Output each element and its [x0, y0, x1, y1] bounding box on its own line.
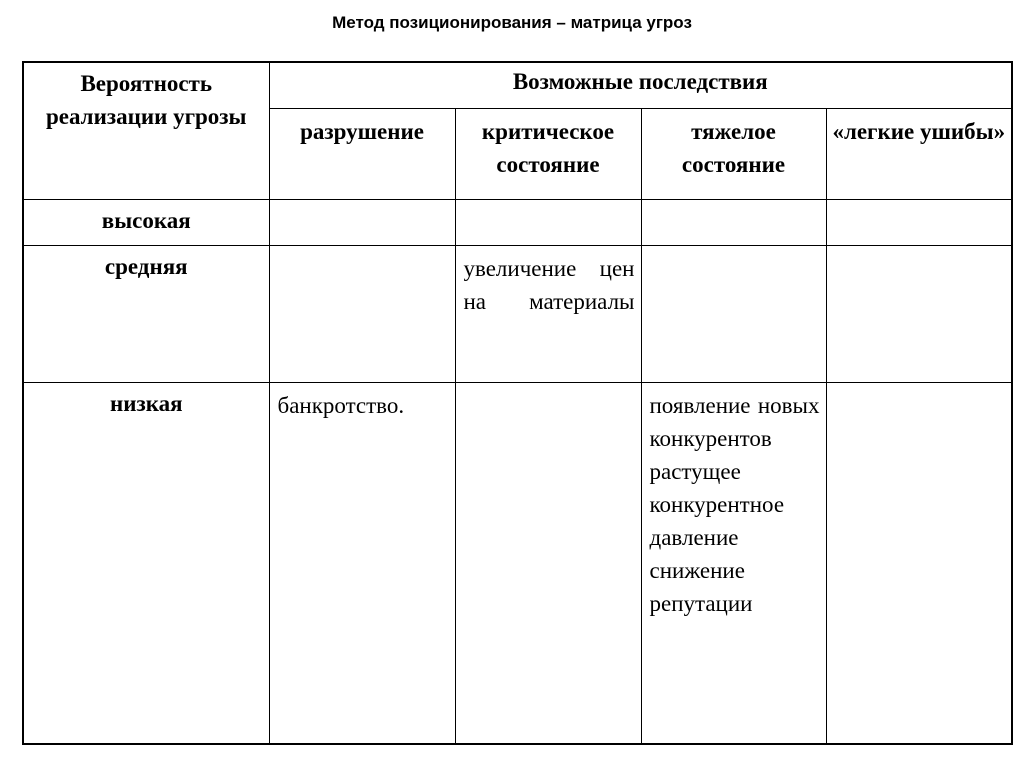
- table-cell-bankruptcy: банкротство.: [269, 382, 455, 744]
- table-row-medium: [23, 245, 1012, 382]
- probability-header: Вероятность реализации угрозы: [23, 62, 269, 199]
- column-header-critical: критическое состояние: [455, 108, 641, 199]
- table-cell: [641, 245, 826, 382]
- table-cell: [826, 382, 1012, 744]
- table-cell: [455, 199, 641, 245]
- page-title: Метод позиционирования – матрица угроз: [332, 13, 692, 32]
- column-header-destruction: разрушение: [269, 108, 455, 199]
- header-row-top: [23, 62, 1012, 108]
- table-cell: [269, 245, 455, 382]
- table-cell-price-increase: увеличение цен на материалы: [455, 245, 641, 382]
- table-cell: [826, 245, 1012, 382]
- row-label-medium: средняя: [23, 245, 269, 382]
- consequences-header: Возможные последствия: [269, 62, 1012, 108]
- table-row-low: [23, 382, 1012, 744]
- table-cell: [826, 199, 1012, 245]
- column-header-minor: «легкие ушибы»: [826, 108, 1012, 199]
- row-label-high: высокая: [23, 199, 269, 245]
- row-label-low: низкая: [23, 382, 269, 744]
- table-row-high: [23, 199, 1012, 245]
- threat-matrix-table: [22, 61, 1013, 745]
- table-cell: [641, 199, 826, 245]
- table-cell: [269, 199, 455, 245]
- table-cell-competition: появление новых конкурентов растущее конкурентное давление снижение репутации: [641, 382, 826, 744]
- table-cell: [455, 382, 641, 744]
- column-header-severe: тяжелое состояние: [641, 108, 826, 199]
